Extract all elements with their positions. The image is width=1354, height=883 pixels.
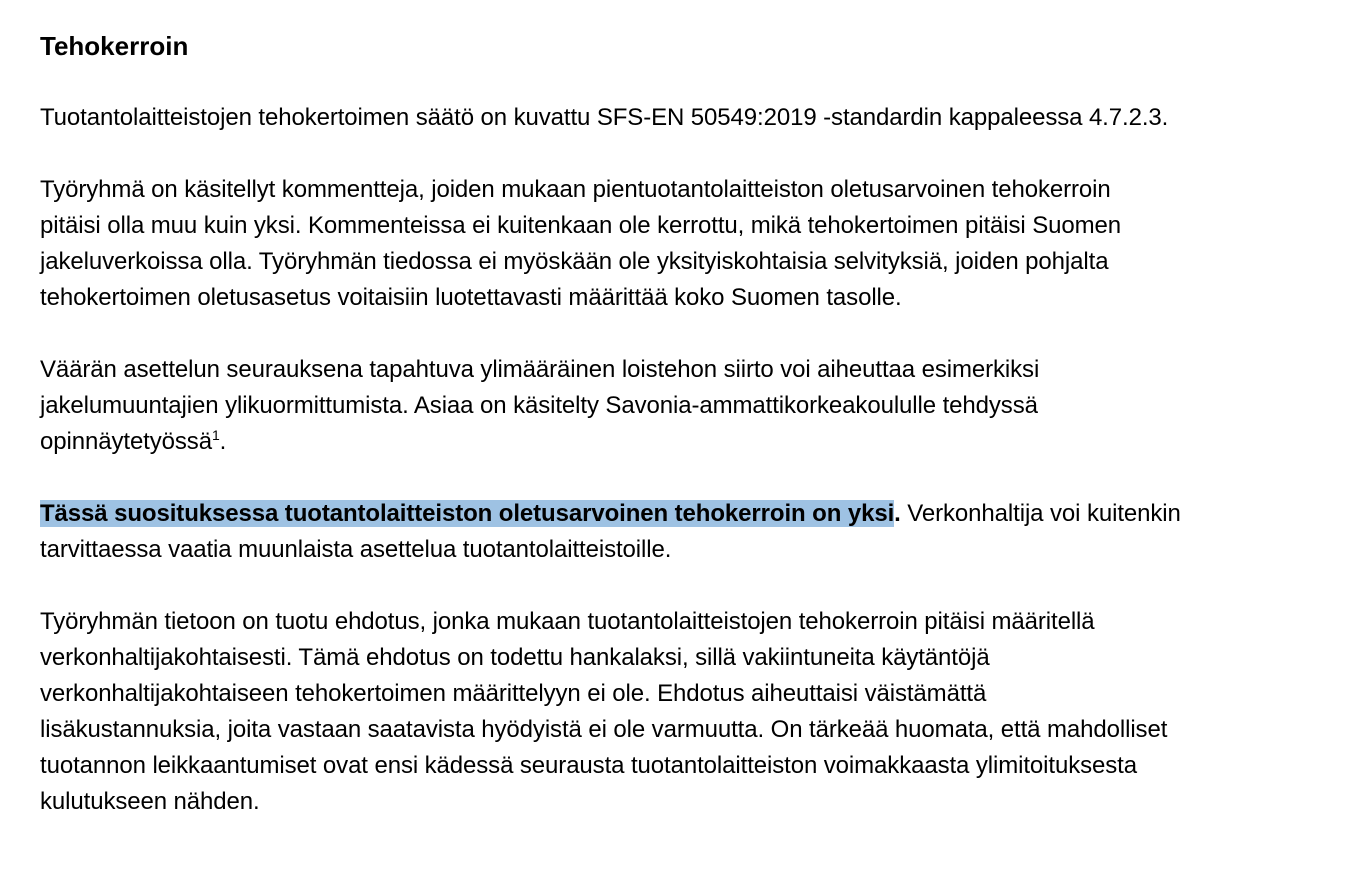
paragraph-line (40, 496, 1340, 532)
paragraph-line: Työryhmä on käsitellyt kommentteja, joiden mukaan pientuotantolaitteiston oletusarvoinen tehokerroin (40, 176, 1111, 203)
paragraph-line: lisäkustannuksia, joita vastaan saatavista hyödyistä ei ole varmuutta. On tärkeää huomata, että mahdolliset (40, 716, 1168, 743)
paragraph-line: verkonhaltijakohtaiseen tehokertoimen määrittelyyn ei ole. Ehdotus aiheuttaisi väistämättä (40, 680, 987, 707)
paragraph-text: opinnäytetyössä (40, 428, 212, 455)
paragraph-line: Työryhmän tietoon on tuotu ehdotus, jonka mukaan tuotantolaitteistojen tehokerroin pitäisi määritellä (40, 608, 1095, 635)
paragraph-text: . (219, 428, 227, 455)
paragraph-5 (40, 604, 1340, 820)
paragraph-line: Tuotantolaitteistojen tehokertoimen säätö on kuvattu SFS-EN 50549:2019 -standardin kappaleessa 4.7.2.3. (40, 104, 1169, 131)
paragraph-line: tehokertoimen oletusasetus voitaisiin luotettavasti määrittää koko Suomen tasolle. (40, 284, 902, 311)
paragraph-line: tarvittaessa vaatia muunlaista asettelua tuotantolaitteistoille. (40, 536, 672, 563)
paragraph-1 (40, 100, 1340, 136)
paragraph-3 (40, 352, 1340, 460)
paragraph-line: jakeluverkoissa olla. Työryhmän tiedossa ei myöskään ole yksityiskohtaisia selvityksiä, joiden pohjalta (40, 248, 1109, 275)
paragraph-line: tuotannon leikkaantumiset ovat ensi kädessä seurausta tuotantolaitteiston voimakkaasta ylimitoituksesta (40, 752, 1137, 779)
paragraph-line: kulutukseen nähden. (40, 788, 260, 815)
paragraph-4 (40, 496, 1340, 568)
highlighted-selection[interactable]: Tässä suosituksessa tuotantolaitteiston oletusarvoinen tehokerroin on yksi (40, 500, 895, 527)
section-heading: Tehokerroin (40, 31, 189, 61)
paragraph-line: Väärän asettelun seurauksena tapahtuva ylimääräinen loistehon siirto voi aiheuttaa esimerkiksi (40, 356, 1040, 383)
paragraph-text: Verkonhaltija voi kuitenkin (900, 500, 1181, 527)
paragraph-line: pitäisi olla muu kuin yksi. Kommenteissa ei kuitenkaan ole kerrottu, mikä tehokertoimen pitäisi Suomen (40, 212, 1121, 239)
paragraph-line: verkonhaltijakohtaisesti. Tämä ehdotus on todettu hankalaksi, sillä vakiintuneita käytäntöjä (40, 644, 990, 671)
paragraph-2 (40, 172, 1340, 316)
document-body (40, 28, 1340, 856)
footnote-reference[interactable]: 1 (211, 427, 220, 443)
bold-period: . (894, 500, 901, 527)
paragraph-line (40, 424, 1340, 460)
paragraph-line: jakelumuuntajien ylikuormittumista. Asiaa on käsitelty Savonia-ammattikorkeakoululle tehdyssä (40, 392, 1038, 419)
